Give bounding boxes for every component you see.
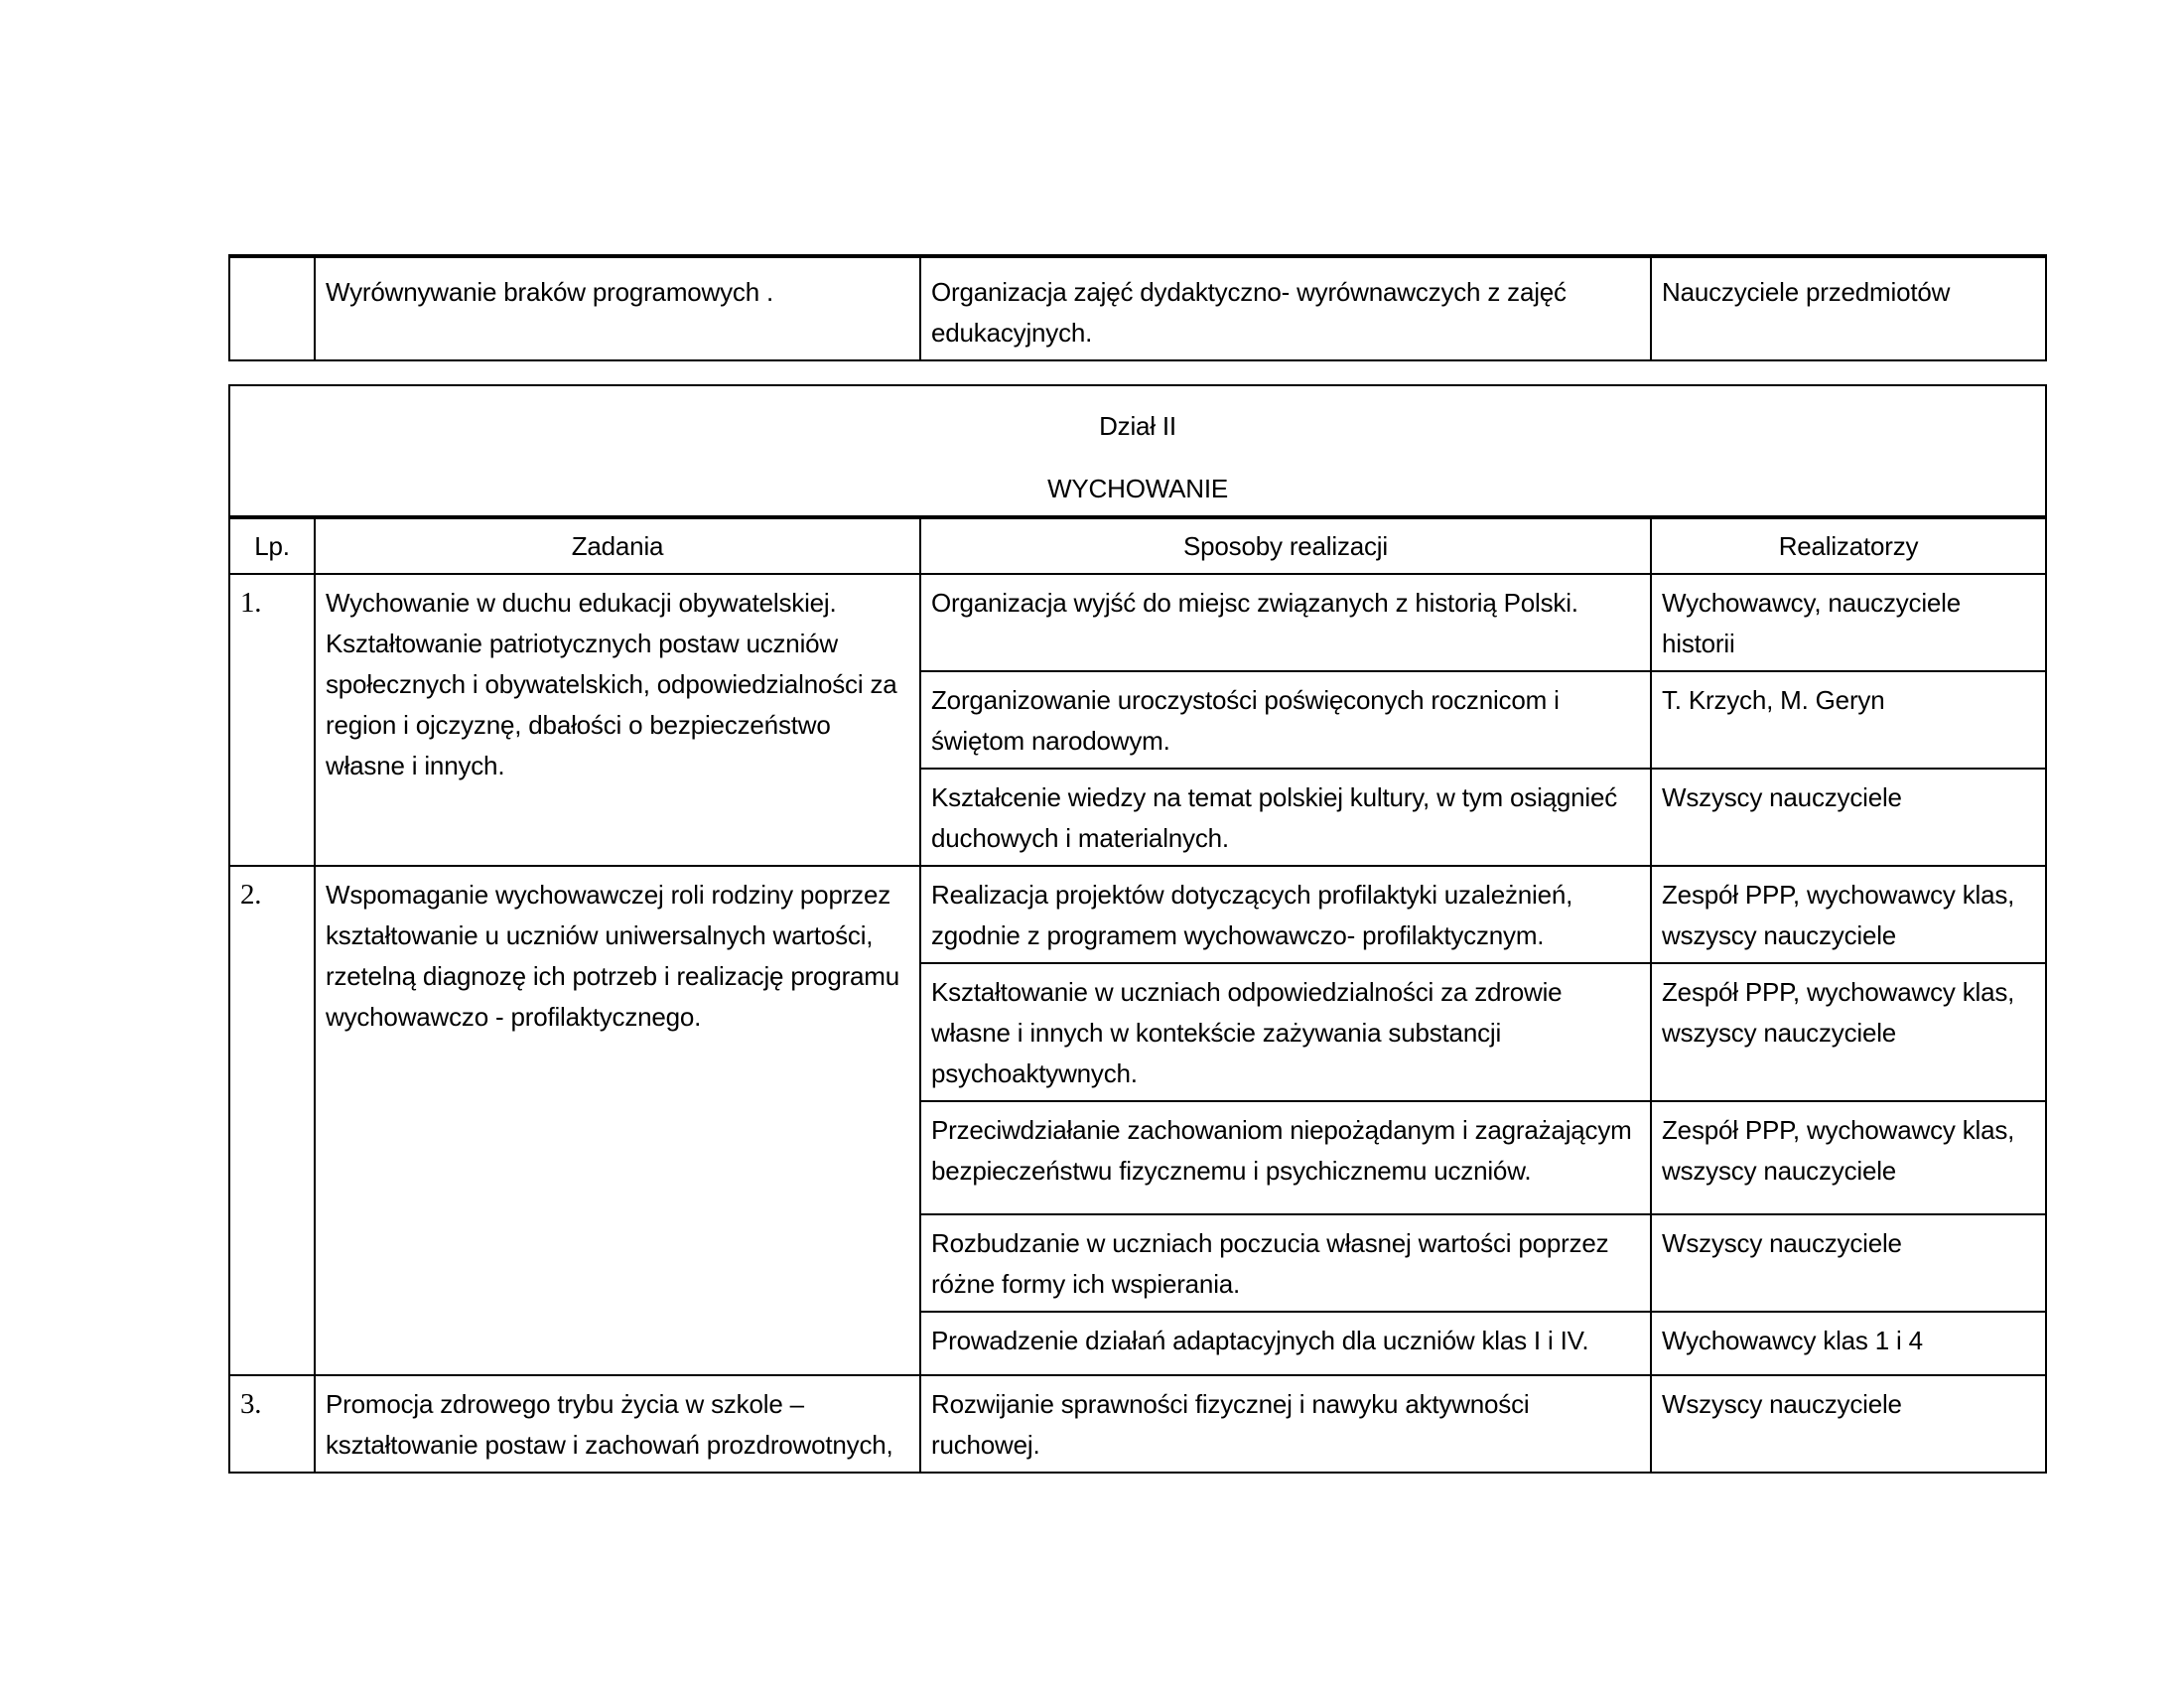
table-row xyxy=(229,256,2046,360)
zadanie-cell: Promocja zdrowego trybu życia w szkole – kształtowanie postaw i zachowań prozdrowotnych, xyxy=(315,1375,920,1473)
column-header-zadania: Zadania xyxy=(315,517,920,574)
column-header-realizatorzy: Realizatorzy xyxy=(1651,517,2046,574)
table-row xyxy=(229,866,2046,963)
lp-cell xyxy=(229,256,315,360)
lp-cell: 1. xyxy=(229,574,315,866)
sposob-cell: Organizacja zajęć dydaktyczno- wyrównawczych z zajęć edukacyjnych. xyxy=(920,256,1651,360)
realizator-cell: Wszyscy nauczyciele xyxy=(1651,769,2046,866)
zadanie-cell: Wspomaganie wychowawczej roli rodziny poprzez kształtowanie u uczniów uniwersalnych wartości, rzetelną diagnozę ich potrzeb i realizację programu wychowawczo - profilaktycznego. xyxy=(315,866,920,1375)
lp-cell: 3. xyxy=(229,1375,315,1473)
fragment-table xyxy=(228,254,2047,361)
main-table xyxy=(228,384,2047,1474)
sposob-cell: Realizacja projektów dotyczących profilaktyki uzależnień, zgodnie z programem wychowawczo- profilaktycznym. xyxy=(920,866,1651,963)
zadanie-cell: Wychowanie w duchu edukacji obywatelskiej. Kształtowanie patriotycznych postaw uczniów społecznych i obywatelskich, odpowiedzialności za region i ojczyznę, dbałości o bezpieczeństwo własne i innych. xyxy=(315,574,920,866)
column-header-sposoby: Sposoby realizacji xyxy=(920,517,1651,574)
sposob-cell: Rozwijanie sprawności fizycznej i nawyku aktywności ruchowej. xyxy=(920,1375,1651,1473)
sposob-cell: Prowadzenie działań adaptacyjnych dla uczniów klas I i IV. xyxy=(920,1312,1651,1375)
realizator-cell: Wychowawcy klas 1 i 4 xyxy=(1651,1312,2046,1375)
realizator-cell: Zespół PPP, wychowawcy klas, wszyscy nauczyciele xyxy=(1651,866,2046,963)
realizator-cell: T. Krzych, M. Geryn xyxy=(1651,671,2046,769)
column-header-lp: Lp. xyxy=(229,517,315,574)
sposob-cell: Przeciwdziałanie zachowaniom niepożądanym i zagrażającym bezpieczeństwu fizycznemu i psychicznemu uczniów. xyxy=(920,1101,1651,1214)
realizator-cell: Zespół PPP, wychowawcy klas, wszyscy nauczyciele xyxy=(1651,963,2046,1101)
section-subtitle: WYCHOWANIE xyxy=(1047,474,1228,503)
sposob-cell: Kształcenie wiedzy na temat polskiej kultury, w tym osiągnieć duchowych i materialnych. xyxy=(920,769,1651,866)
sposob-cell: Rozbudzanie w uczniach poczucia własnej wartości poprzez różne formy ich wspierania. xyxy=(920,1214,1651,1312)
lp-cell: 2. xyxy=(229,866,315,1375)
table-row xyxy=(229,574,2046,671)
table-row xyxy=(229,1375,2046,1473)
column-header-row xyxy=(229,517,2046,574)
realizator-cell: Nauczyciele przedmiotów xyxy=(1651,256,2046,360)
realizator-cell: Wszyscy nauczyciele xyxy=(1651,1375,2046,1473)
realizator-cell: Wychowawcy, nauczyciele historii xyxy=(1651,574,2046,671)
section-title-cell xyxy=(229,385,2046,517)
zadanie-cell: Wyrównywanie braków programowych . xyxy=(315,256,920,360)
sposob-cell: Zorganizowanie uroczystości poświęconych rocznicom i świętom narodowym. xyxy=(920,671,1651,769)
realizator-cell: Wszyscy nauczyciele xyxy=(1651,1214,2046,1312)
sposob-cell: Kształtowanie w uczniach odpowiedzialności za zdrowie własne i innych w kontekście zażywania substancji psychoaktywnych. xyxy=(920,963,1651,1101)
section-title: Dział II xyxy=(1099,411,1176,441)
section-title-row xyxy=(229,385,2046,517)
realizator-cell: Zespół PPP, wychowawcy klas, wszyscy nauczyciele xyxy=(1651,1101,2046,1214)
sposob-cell: Organizacja wyjść do miejsc związanych z historią Polski. xyxy=(920,574,1651,671)
